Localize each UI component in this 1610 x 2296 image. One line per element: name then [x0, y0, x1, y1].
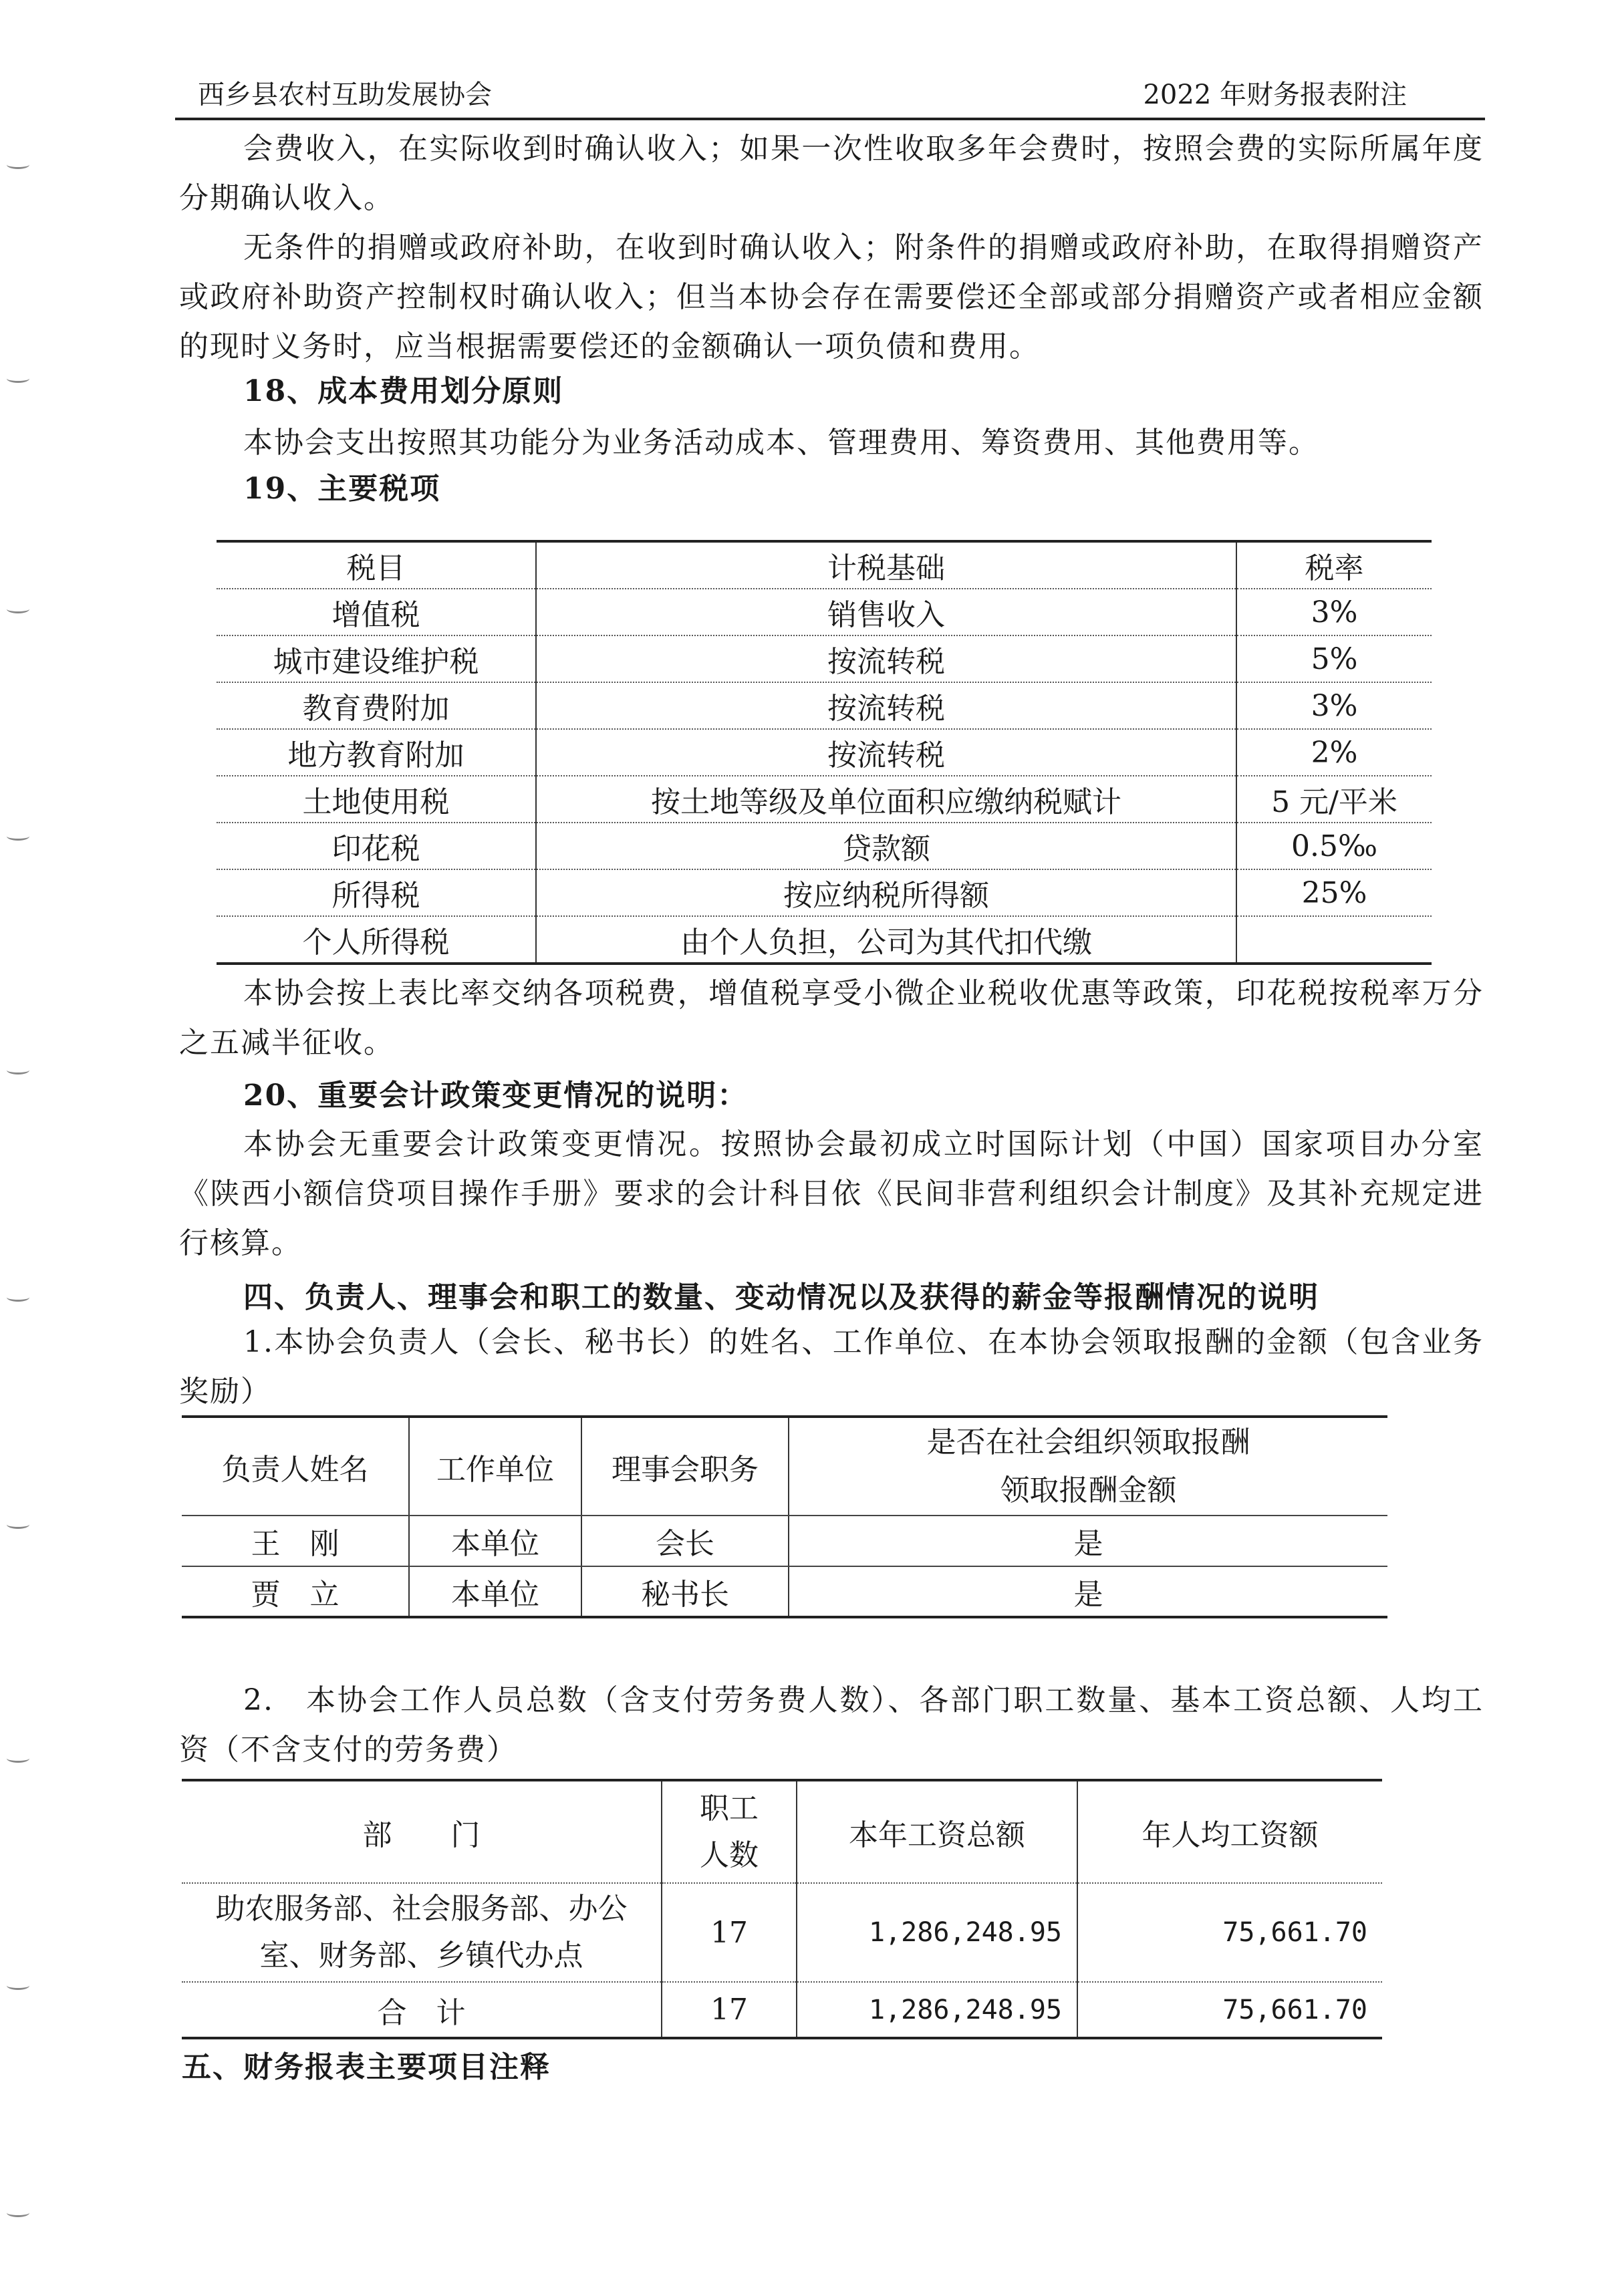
- table-row: [217, 589, 1432, 635]
- column-header: 负责人姓名: [182, 1417, 409, 1516]
- section-4-item-2: [179, 1676, 1484, 1775]
- column-header: 税率: [1236, 541, 1432, 589]
- tax-basis: 由个人负担，公司为其代扣代缴: [536, 916, 1236, 964]
- leader-paid: 是: [789, 1516, 1387, 1566]
- tax-rate: 2%: [1236, 729, 1432, 776]
- leader-role: 会长: [581, 1516, 789, 1566]
- table-row: [182, 1516, 1387, 1566]
- tax-item: 所得税: [217, 869, 536, 916]
- header-divider: [175, 118, 1485, 120]
- tax-rate: [1236, 916, 1432, 964]
- table-row: [217, 729, 1432, 776]
- table-header-row: [217, 541, 1432, 589]
- section-4-heading: 四、负责人、理事会和职工的数量、变动情况以及获得的薪金等报酬情况的说明: [243, 1280, 1319, 1314]
- item-2-text: 本协会工作人员总数（含支付劳务费人数）、各部门职工数量、基本工资总额、人均工资（不含支付的劳务费）: [179, 1683, 1484, 1767]
- salary-total: 1,286,248.95: [797, 1883, 1077, 1982]
- tax-basis: 按流转税: [536, 729, 1236, 776]
- staff-count: 17: [662, 1883, 797, 1982]
- salary-average: 75,661.70: [1077, 1883, 1382, 1982]
- tax-rate: 0.5‰: [1236, 823, 1432, 869]
- tax-basis: 贷款额: [536, 823, 1236, 869]
- binder-mark: [7, 2208, 29, 2217]
- leader-table: [182, 1415, 1387, 1618]
- column-header-pay: [789, 1417, 1387, 1516]
- column-header: 部 门: [182, 1780, 662, 1883]
- leader-unit: 本单位: [409, 1516, 581, 1566]
- tax-rate: 3%: [1236, 682, 1432, 729]
- salary-total: 1,286,248.95: [797, 1982, 1077, 2038]
- tax-basis: 按土地等级及单位面积应缴纳税赋计: [536, 776, 1236, 823]
- tax-table: [217, 540, 1432, 965]
- binder-mark: [7, 832, 29, 841]
- tax-basis: 按应纳税所得额: [536, 869, 1236, 916]
- binder-mark: [7, 1520, 29, 1529]
- binder-mark: [7, 1754, 29, 1763]
- table-row: [182, 1566, 1387, 1617]
- table-row: [217, 682, 1432, 729]
- column-header: 理事会职务: [581, 1417, 789, 1516]
- table-row: [217, 635, 1432, 682]
- table-row: [182, 1883, 1382, 1982]
- table-header-row: [182, 1417, 1387, 1516]
- tax-item: 增值税: [217, 589, 536, 635]
- section-18-heading: 18、成本费用划分原则: [243, 374, 564, 408]
- tax-basis: 按流转税: [536, 635, 1236, 682]
- membership-fee-paragraph: 会费收入，在实际收到时确认收入；如果一次性收取多年会费时，按照会费的实际所属年度分期确认收入。: [179, 132, 1484, 215]
- leader-paid: 是: [789, 1566, 1387, 1617]
- column-header: 工作单位: [409, 1417, 581, 1516]
- binder-mark: [7, 374, 29, 383]
- table-row: [217, 869, 1432, 916]
- tax-rate: 3%: [1236, 589, 1432, 635]
- item-2-number: 2.: [243, 1683, 274, 1717]
- section-5-heading: 五、财务报表主要项目注释: [182, 2050, 551, 2084]
- table-row: [217, 776, 1432, 823]
- section-20-body: 本协会无重要会计政策变更情况。按照协会最初成立时国际计划（中国）国家项目办分室《陕西小额信贷项目操作手册》要求的会计科目依《民间非营利组织会计制度》及其补充规定进行核算。: [179, 1127, 1484, 1260]
- table-header-row: [182, 1780, 1382, 1883]
- column-header: 年人均工资额: [1077, 1780, 1382, 1883]
- leader-name: 贾 立: [182, 1566, 409, 1617]
- binder-mark: [7, 605, 29, 613]
- salary-average: 75,661.70: [1077, 1982, 1382, 2038]
- section-20-heading: 20、重要会计政策变更情况的说明：: [243, 1079, 749, 1113]
- tax-item: 土地使用税: [217, 776, 536, 823]
- donation-paragraph: 无条件的捐赠或政府补助，在收到时确认收入；附条件的捐赠或政府补助，在取得捐赠资产或政府补助资产控制权时确认收入；但当本协会存在需要偿还全部或部分捐赠资产或者相应金额的现时义务时，应当根据需要偿还的金额确认一项负债和费用。: [179, 231, 1484, 364]
- table-row: [217, 823, 1432, 869]
- tax-item: 教育费附加: [217, 682, 536, 729]
- tax-item: 城市建设维护税: [217, 635, 536, 682]
- department-name: 助农服务部、社会服务部、办公室、财务部、乡镇代办点: [182, 1883, 662, 1982]
- tax-rate: 5%: [1236, 635, 1432, 682]
- staff-table: [182, 1779, 1382, 2039]
- tax-item: 印花税: [217, 823, 536, 869]
- column-header: 是否在社会组织领取报酬: [926, 1425, 1250, 1459]
- organization-name: 西乡县农村互助发展协会: [198, 80, 492, 110]
- tax-basis: 销售收入: [536, 589, 1236, 635]
- column-header: 领取报酬金额: [1000, 1473, 1177, 1508]
- column-header: 本年工资总额: [797, 1780, 1077, 1883]
- binder-mark: [7, 1981, 29, 1990]
- section-4-item-1: 1.本协会负责人（会长、秘书长）的姓名、工作单位、在本协会领取报酬的金额（包含业务奖励）: [179, 1325, 1484, 1409]
- section-18-body: 本协会支出按照其功能分为业务活动成本、管理费用、筹资费用、其他费用等。: [243, 426, 1319, 460]
- leader-role: 秘书长: [581, 1566, 789, 1617]
- binder-mark: [7, 1293, 29, 1302]
- tax-item: 地方教育附加: [217, 729, 536, 776]
- section-19-heading: 19、主要税项: [243, 472, 441, 506]
- leader-name: 王 刚: [182, 1516, 409, 1566]
- tax-rate: 5 元/平米: [1236, 776, 1432, 823]
- report-title: 2022 年财务报表附注: [1143, 80, 1407, 110]
- intro-block: [179, 124, 1484, 372]
- column-header: 职工人数: [662, 1780, 797, 1883]
- tax-note: 本协会按上表比率交纳各项税费，增值税享受小微企业税收优惠等政策，印花税按税率万分之五减半征收。: [179, 976, 1484, 1060]
- tax-basis: 按流转税: [536, 682, 1236, 729]
- binder-mark: [7, 1066, 29, 1074]
- column-header: 税目: [217, 541, 536, 589]
- staff-count: 17: [662, 1982, 797, 2038]
- column-header: 计税基础: [536, 541, 1236, 589]
- table-row: [217, 916, 1432, 964]
- total-label: 合 计: [182, 1982, 662, 2038]
- tax-item: 个人所得税: [217, 916, 536, 964]
- table-row: [182, 1982, 1382, 2038]
- leader-unit: 本单位: [409, 1566, 581, 1617]
- tax-rate: 25%: [1236, 869, 1432, 916]
- binder-mark: [7, 160, 29, 169]
